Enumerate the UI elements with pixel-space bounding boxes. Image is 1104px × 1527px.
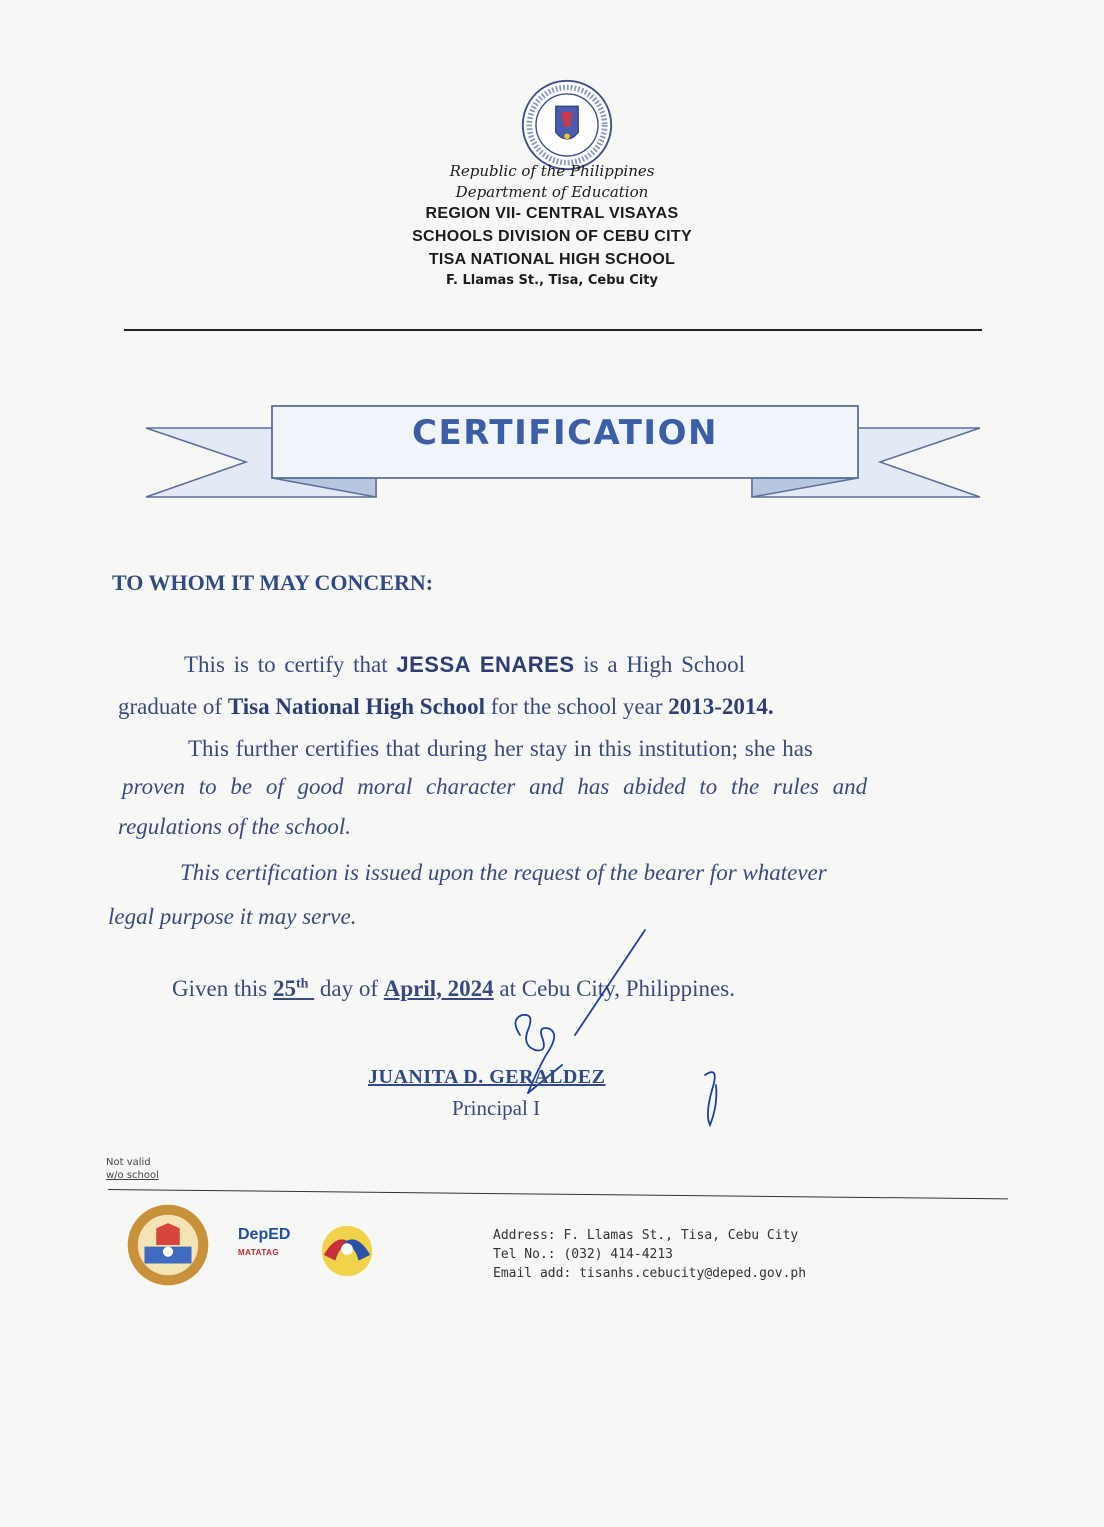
school-line: TISA NATIONAL HIGH SCHOOL [428, 251, 676, 268]
graduate-name: JESSA ENARES [396, 652, 575, 677]
day-number: 25 [272, 976, 296, 1001]
text: for the school year [490, 694, 663, 719]
region-line: REGION VII- CENTRAL VISAYAS [425, 205, 679, 222]
note-line2: w/o school [106, 1170, 159, 1181]
day-suffix: th [295, 976, 309, 992]
footer-tel: Tel No.: (032) 414-4213 [493, 1247, 674, 1262]
school-seal-logo [126, 1203, 210, 1287]
body-p3-line2: legal purpose it may serve. [108, 904, 357, 929]
footer-divider [108, 1189, 1008, 1199]
text: day of [319, 976, 379, 1001]
body-p2-line1: This further certifies that during her stay in this institution; she has [188, 736, 813, 761]
text: graduate of [118, 694, 223, 719]
text: This is to certify that [184, 652, 388, 677]
text: Given this [172, 976, 268, 1001]
header-address: F. Llamas St., Tisa, Cebu City [446, 273, 658, 288]
text: is a High School [583, 652, 745, 677]
given-day [273, 976, 314, 1001]
matatag-wordmark: MATATAG [238, 1248, 280, 1257]
signatory-name: JUANITA D. GERALDEZ [368, 1066, 606, 1088]
school-name: Tisa National High School [227, 694, 485, 719]
footer-address: Address: F. Llamas St., Tisa, Cebu City [493, 1228, 799, 1243]
document-title: CERTIFICATION [412, 413, 718, 453]
salutation: TO WHOM IT MAY CONCERN: [112, 570, 434, 595]
body-p2-line3: regulations of the school. [118, 814, 351, 839]
deped-logo [238, 1226, 290, 1257]
body-p1-line2 [118, 694, 774, 720]
bagong-pilipinas-logo [318, 1222, 376, 1280]
department-line: Department of Education [455, 183, 649, 201]
body-p2-line2: proven to be of good moral character and has abided to the rules and [122, 774, 868, 799]
school-year: 2013-2014. [668, 694, 774, 719]
given-date: April, 2024 [383, 976, 494, 1001]
validity-note [106, 1156, 159, 1182]
body-p1-line1 [184, 652, 745, 678]
text: at Cebu City, Philippines. [499, 976, 735, 1001]
footer-contact [493, 1226, 806, 1283]
deped-wordmark: DepED [238, 1226, 291, 1243]
note-line1: Not valid [106, 1157, 151, 1168]
republic-line: Republic of the Philippines [449, 162, 655, 180]
body-p3-line1: This certification is issued upon the request of the bearer for whatever [180, 860, 827, 885]
footer-email: Email add: tisanhs.cebucity@deped.gov.ph [493, 1266, 807, 1281]
signatory-title: Principal I [452, 1096, 541, 1120]
division-line: SCHOOLS DIVISION OF CEBU CITY [412, 228, 692, 245]
